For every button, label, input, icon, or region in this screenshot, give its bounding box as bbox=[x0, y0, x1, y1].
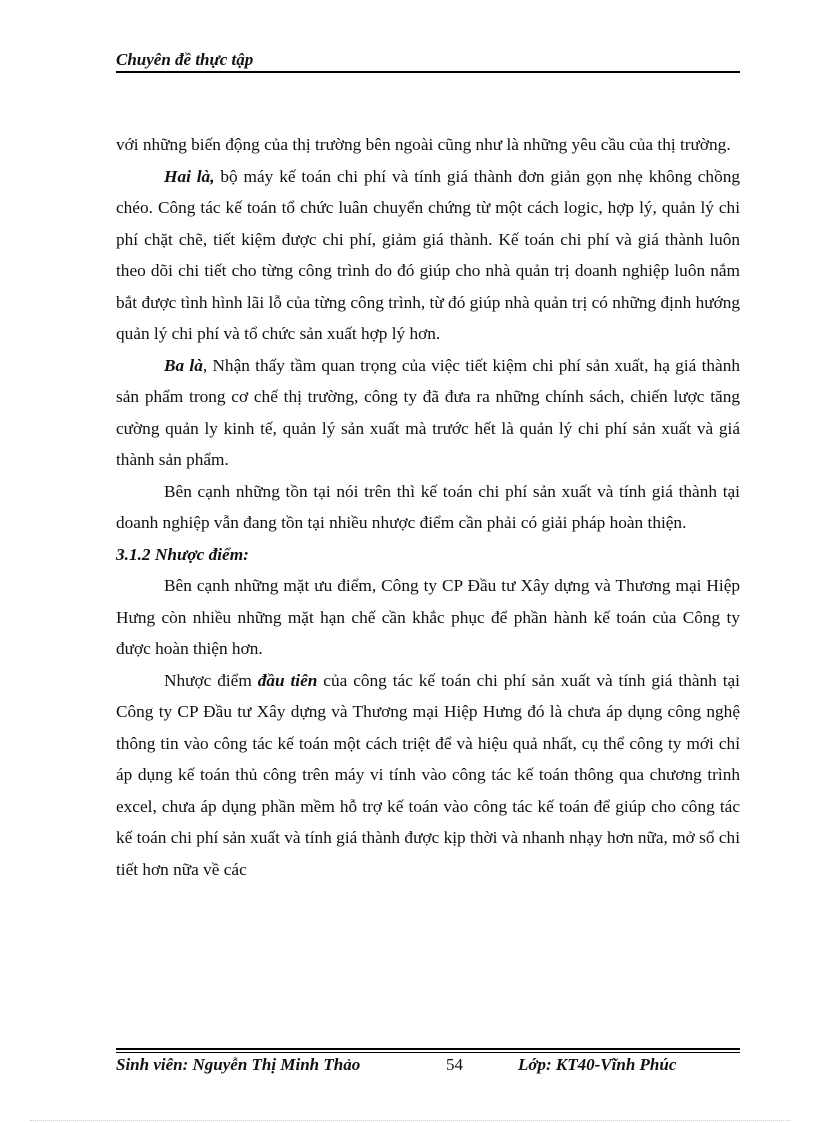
paragraph-lead: Ba là bbox=[164, 355, 203, 375]
footer-rule-thin bbox=[116, 1052, 740, 1053]
footer-student-name: Sinh viên: Nguyễn Thị Minh Thảo bbox=[116, 1055, 361, 1074]
page-bottom-divider bbox=[30, 1120, 790, 1121]
header-rule bbox=[116, 71, 740, 73]
paragraph-ben-canh: Bên cạnh những tồn tại nói trên thì kế toán chi phí sản xuất và tính giá thành tại doanh nghiệp vẫn đang tồn tại nhiều nhược điểm cần phải có giải pháp hoàn thiện. bbox=[116, 481, 740, 532]
page-header-title: Chuyên đề thực tập bbox=[116, 50, 254, 69]
paragraph-text: bộ máy kế toán chi phí và tính giá thành đơn giản gọn nhẹ không chồng chéo. Công tác kế toán tổ chức luân chuyển chứng từ một cách logic, hợp lý, quản lý chi phí chặt chẽ, tiết kiệm được chi phí, giảm giá thành. Kế toán chi phí và giá thành luôn theo dõi chi tiết cho từng công trình do đó giúp cho nhà quản trị doanh nghiệp luôn nắm bắt được tình hình lãi lỗ của từng công trình, từ đó giúp nhà quản trị có những định hướng quản lý chi phí và tổ chức sản xuất hợp lý hơn. bbox=[116, 166, 740, 343]
document-body bbox=[116, 129, 740, 885]
paragraph-hai-la bbox=[116, 161, 740, 350]
section-heading: 3.1.2 Nhược điểm: bbox=[116, 544, 249, 564]
footer-rule bbox=[116, 1048, 740, 1050]
paragraph-lead: Hai là, bbox=[164, 166, 215, 186]
paragraph-nhuoc-diem bbox=[116, 665, 740, 886]
paragraph-lead: đầu tiên bbox=[257, 670, 318, 690]
paragraph-text: , Nhận thấy tầm quan trọng của việc tiết kiệm chi phí sản xuất, hạ giá thành sản phẩm trong cơ chế thị trường, công ty đã đưa ra những chính sách, chiến lược tăng cường quản ly kinh tế, quản lý sản xuất mà trước hết là quản lý chi phí sản xuất và giá thành sản phẩm. bbox=[116, 355, 740, 469]
paragraph-mat-uu-diem: Bên cạnh những mặt ưu điểm, Công ty CP Đầu tư Xây dựng và Thương mại Hiệp Hưng còn nhiều những mặt hạn chế cần khắc phục để phần hành kế toán của Công ty được hoàn thiện hơn. bbox=[116, 576, 740, 658]
paragraph-continued: với những biến động của thị trường bên ngoài cũng như là những yêu cầu của thị trường. bbox=[116, 135, 731, 154]
footer-class: Lớp: KT40-Vĩnh Phúc bbox=[518, 1055, 677, 1074]
paragraph-ba-la bbox=[116, 350, 740, 476]
paragraph-text: của công tác kế toán chi phí sản xuất và tính giá thành tại Công ty CP Đầu tư Xây dựng và Thương mại Hiệp Hưng đó là chưa áp dụng công nghệ thông tin vào công tác kế toán một cách triệt để và hiệu quả nhất, cụ thể công ty mới chỉ áp dụng kế toán thủ công trên máy vi tính vào công tác kế toán thông qua chương trình excel, chưa áp dụng phần mềm hỗ trợ kế toán vào công tác kế toán để giúp cho công tác kế toán chi phí sản xuất và tính giá thành được kịp thời và nhanh nhạy hơn nữa, mở sổ chi tiết hơn nữa về các bbox=[116, 670, 740, 879]
paragraph-text: Nhược điểm bbox=[164, 670, 258, 690]
page-number: 54 bbox=[446, 1055, 463, 1074]
